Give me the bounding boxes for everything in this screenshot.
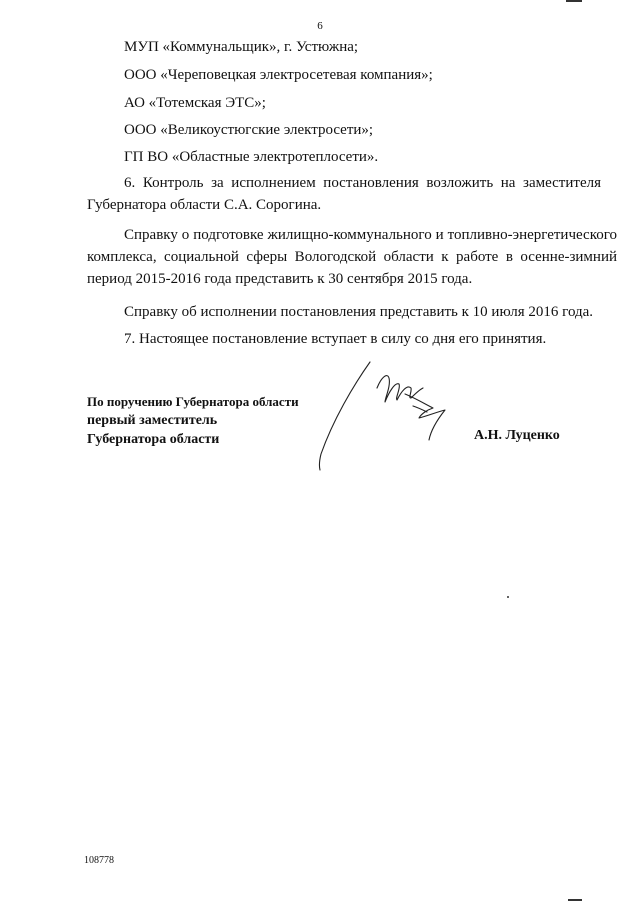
document-code: 108778 — [84, 855, 114, 866]
signature-line-1: По поручению Губернатора области — [87, 394, 299, 409]
signer-name: А.Н. Луценко — [474, 428, 560, 443]
recipient-line-4: ООО «Великоустюгские электросети»; — [124, 122, 374, 138]
recipient-line-5: ГП ВО «Областные электротеплосети». — [124, 149, 379, 165]
recipient-line-1: МУП «Коммунальщик», г. Устюжна; — [124, 39, 359, 55]
signature-block — [87, 393, 299, 449]
dot-mark — [507, 596, 509, 598]
signature-line-2: первый заместитель — [87, 413, 218, 428]
corner-mark-top — [566, 0, 582, 2]
page-number: 6 — [317, 20, 323, 32]
recipient-line-3: АО «Тотемская ЭТС»; — [124, 95, 266, 111]
report-paragraph-2: Справку об исполнении постановления представить к 10 июля 2016 года. — [124, 304, 594, 320]
report-paragraph-1: Справку о подготовке жилищно-коммунального и топливно-энергетического комплекса, социальной сферы Вологодской области к работе в осенне-зимний период 2015-2016 года представить к 30 сентября 2015 года. — [87, 227, 617, 287]
item-7-paragraph: 7. Настоящее постановление вступает в силу со дня его принятия. — [124, 331, 547, 347]
recipient-line-2: ООО «Череповецкая электросетевая компания»; — [124, 67, 433, 83]
corner-mark-bottom — [568, 899, 582, 901]
signature-line-3: Губернатора области — [87, 432, 220, 447]
item-6-paragraph: 6. Контроль за исполнением постановления возложить на заместителя Губернатора области С.А. Сорогина. — [87, 175, 601, 213]
handwritten-signature — [315, 358, 465, 473]
